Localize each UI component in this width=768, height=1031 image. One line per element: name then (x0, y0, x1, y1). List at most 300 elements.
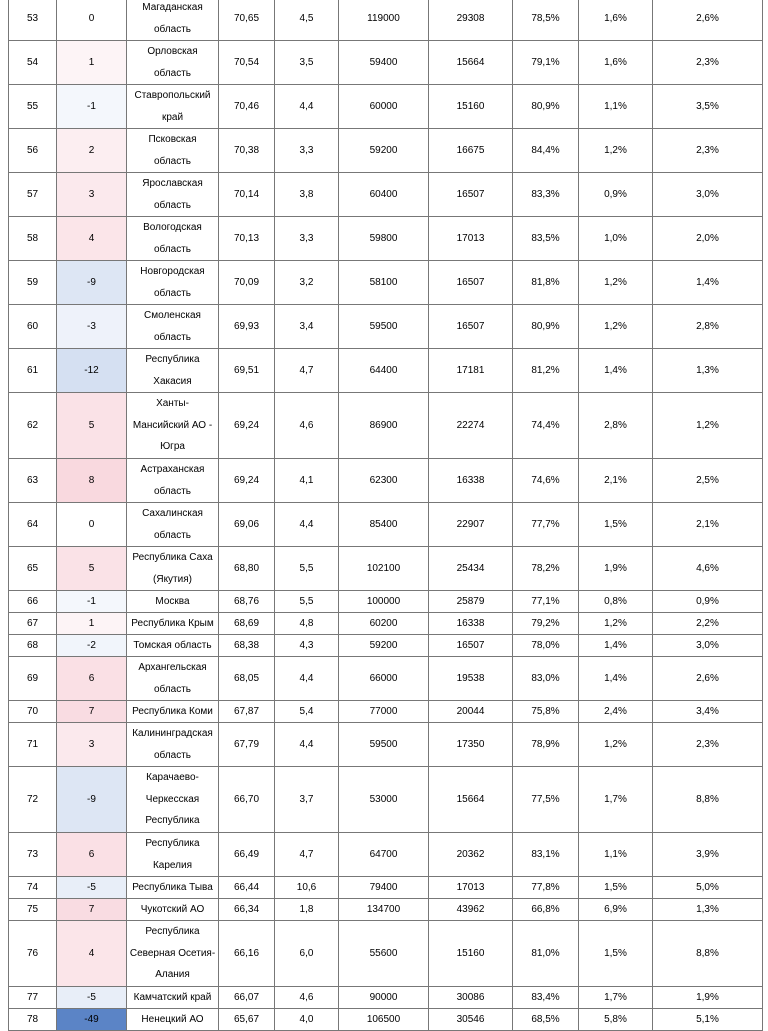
table-row (9, 393, 763, 459)
region-name-line: Сахалинская (142, 508, 203, 519)
score-cell: 66,16 (219, 921, 275, 987)
share-cell: 77,1% (513, 591, 579, 613)
income-cell: 64700 (339, 833, 429, 877)
score-cell: 69,06 (219, 503, 275, 547)
score-cell: 69,51 (219, 349, 275, 393)
share-cell: 81,0% (513, 921, 579, 987)
rank-cell: 65 (9, 547, 57, 591)
region-name-line: Псковская (148, 134, 197, 145)
indicator-cell: 3,4 (275, 305, 339, 349)
region-name-line: Камчатский край (133, 991, 212, 1003)
table-row (9, 723, 763, 767)
table-row (9, 877, 763, 899)
table-row (9, 899, 763, 921)
growth-cell: 3,0% (653, 635, 763, 657)
income-cell: 59500 (339, 723, 429, 767)
table-row (9, 591, 763, 613)
region-name-line: (Якутия) (153, 573, 192, 585)
rate-cell: 1,1% (579, 85, 653, 129)
share-cell: 83,4% (513, 987, 579, 1009)
rate-cell: 1,5% (579, 503, 653, 547)
income-cell: 60200 (339, 613, 429, 635)
rate-cell: 1,4% (579, 349, 653, 393)
region-cell (127, 1009, 219, 1031)
rate-cell: 1,1% (579, 833, 653, 877)
region-cell (127, 921, 219, 987)
table-row (9, 613, 763, 635)
rank-change-cell: -3 (57, 305, 127, 349)
table-row (9, 85, 763, 129)
score-cell: 70,09 (219, 261, 275, 305)
rate-cell: 1,6% (579, 41, 653, 85)
region-name-line: Республика Тыва (132, 881, 213, 893)
rank-cell: 60 (9, 305, 57, 349)
income-cell: 90000 (339, 987, 429, 1009)
table-row (9, 1009, 763, 1031)
indicator-cell: 4,6 (275, 987, 339, 1009)
growth-cell: 0,9% (653, 591, 763, 613)
region-name-line: Республика (145, 926, 200, 938)
table-row (9, 547, 763, 591)
growth-cell: 4,6% (653, 547, 763, 591)
rank-cell: 75 (9, 899, 57, 921)
region-cell (127, 767, 219, 833)
indicator-cell: 4,7 (275, 833, 339, 877)
table-row (9, 261, 763, 305)
rate-cell: 1,0% (579, 217, 653, 261)
rate-cell: 1,2% (579, 613, 653, 635)
rank-cell: 73 (9, 833, 57, 877)
table-row (9, 0, 763, 41)
region-name-line: Томская область (133, 639, 212, 651)
rank-change-cell: 0 (57, 0, 127, 41)
share-cell: 78,2% (513, 547, 579, 591)
rank-change-cell: 7 (57, 701, 127, 723)
income-cell: 62300 (339, 459, 429, 503)
indicator-cell: 4,5 (275, 0, 339, 41)
rate-cell: 2,4% (579, 701, 653, 723)
rank-change-cell: -9 (57, 767, 127, 833)
score-cell: 66,44 (219, 877, 275, 899)
region-name-line: область (153, 155, 192, 167)
region-name-line: Мансийский АО - (132, 419, 213, 431)
table-row (9, 217, 763, 261)
cost-cell: 16338 (429, 459, 513, 503)
rank-cell: 72 (9, 767, 57, 833)
region-name-line: область (153, 683, 192, 695)
score-cell: 70,54 (219, 41, 275, 85)
region-name-line: область (153, 529, 192, 541)
growth-cell: 1,3% (653, 899, 763, 921)
indicator-cell: 4,0 (275, 1009, 339, 1031)
score-cell: 67,87 (219, 701, 275, 723)
cost-cell: 20362 (429, 833, 513, 877)
table-body (9, 0, 763, 1031)
score-cell: 69,93 (219, 305, 275, 349)
table-row (9, 349, 763, 393)
income-cell: 85400 (339, 503, 429, 547)
growth-cell: 2,8% (653, 305, 763, 349)
income-cell: 79400 (339, 877, 429, 899)
table-row (9, 305, 763, 349)
cost-cell: 43962 (429, 899, 513, 921)
region-cell (127, 613, 219, 635)
indicator-cell: 4,1 (275, 459, 339, 503)
cost-cell: 20044 (429, 701, 513, 723)
rank-cell: 66 (9, 591, 57, 613)
table-row (9, 129, 763, 173)
rank-cell: 55 (9, 85, 57, 129)
cost-cell: 16507 (429, 173, 513, 217)
region-name-line: Новгородская (140, 266, 205, 277)
cost-cell: 16338 (429, 613, 513, 635)
region-name-line: область (153, 749, 192, 761)
growth-cell: 3,9% (653, 833, 763, 877)
cost-cell: 25434 (429, 547, 513, 591)
score-cell: 66,49 (219, 833, 275, 877)
region-name-line: Ненецкий АО (141, 1013, 204, 1025)
indicator-cell: 5,5 (275, 591, 339, 613)
region-name-line: Калининградская (132, 728, 213, 739)
table-row (9, 987, 763, 1009)
region-name-line: Астраханская (140, 464, 205, 475)
rank-change-cell: -9 (57, 261, 127, 305)
rate-cell: 1,5% (579, 921, 653, 987)
rank-cell: 74 (9, 877, 57, 899)
region-cell (127, 723, 219, 767)
score-cell: 70,38 (219, 129, 275, 173)
growth-cell: 1,9% (653, 987, 763, 1009)
share-cell: 78,5% (513, 0, 579, 41)
rank-change-cell: 4 (57, 921, 127, 987)
income-cell: 60000 (339, 85, 429, 129)
cost-cell: 29308 (429, 0, 513, 41)
region-name-line: Алания (155, 969, 190, 981)
region-cell (127, 129, 219, 173)
growth-cell: 2,3% (653, 41, 763, 85)
share-cell: 66,8% (513, 899, 579, 921)
indicator-cell: 3,3 (275, 217, 339, 261)
income-cell: 66000 (339, 657, 429, 701)
growth-cell: 3,0% (653, 173, 763, 217)
rank-change-cell: 8 (57, 459, 127, 503)
rate-cell: 1,2% (579, 129, 653, 173)
region-cell (127, 833, 219, 877)
region-cell (127, 41, 219, 85)
score-cell: 66,34 (219, 899, 275, 921)
cost-cell: 16507 (429, 261, 513, 305)
rank-cell: 78 (9, 1009, 57, 1031)
rate-cell: 1,5% (579, 877, 653, 899)
region-name-line: Вологодская (143, 222, 202, 233)
income-cell: 64400 (339, 349, 429, 393)
indicator-cell: 6,0 (275, 921, 339, 987)
cost-cell: 15664 (429, 41, 513, 85)
table-row (9, 503, 763, 547)
rank-change-cell: 3 (57, 723, 127, 767)
share-cell: 74,6% (513, 459, 579, 503)
cost-cell: 17350 (429, 723, 513, 767)
cost-cell: 15664 (429, 767, 513, 833)
share-cell: 83,3% (513, 173, 579, 217)
rate-cell: 0,9% (579, 173, 653, 217)
table-row (9, 701, 763, 723)
rank-change-cell: 2 (57, 129, 127, 173)
rate-cell: 1,9% (579, 547, 653, 591)
rank-cell: 67 (9, 613, 57, 635)
table-row (9, 635, 763, 657)
share-cell: 68,5% (513, 1009, 579, 1031)
region-cell (127, 503, 219, 547)
region-cell (127, 899, 219, 921)
income-cell: 58100 (339, 261, 429, 305)
rank-change-cell: 0 (57, 503, 127, 547)
cost-cell: 30546 (429, 1009, 513, 1031)
indicator-cell: 4,3 (275, 635, 339, 657)
score-cell: 70,46 (219, 85, 275, 129)
income-cell: 53000 (339, 767, 429, 833)
growth-cell: 2,1% (653, 503, 763, 547)
rank-cell: 54 (9, 41, 57, 85)
region-name-line: Республика (145, 838, 200, 849)
score-cell: 66,70 (219, 767, 275, 833)
rank-change-cell: -2 (57, 635, 127, 657)
region-name-line: область (153, 199, 192, 211)
region-cell (127, 217, 219, 261)
score-cell: 69,24 (219, 459, 275, 503)
region-cell (127, 547, 219, 591)
region-name-line: Северная Осетия- (129, 947, 216, 959)
region-name-line: Карелия (152, 859, 192, 871)
income-cell: 59800 (339, 217, 429, 261)
region-name-line: Смоленская (144, 310, 201, 321)
rank-cell: 71 (9, 723, 57, 767)
indicator-cell: 4,4 (275, 723, 339, 767)
rank-cell: 56 (9, 129, 57, 173)
share-cell: 83,5% (513, 217, 579, 261)
region-name-line: Орловская (147, 46, 198, 57)
growth-cell: 5,0% (653, 877, 763, 899)
cost-cell: 16507 (429, 635, 513, 657)
share-cell: 81,8% (513, 261, 579, 305)
rank-change-cell: 6 (57, 657, 127, 701)
indicator-cell: 4,8 (275, 613, 339, 635)
region-name-line: область (153, 331, 192, 343)
share-cell: 77,8% (513, 877, 579, 899)
growth-cell: 2,3% (653, 129, 763, 173)
share-cell: 83,1% (513, 833, 579, 877)
rank-cell: 70 (9, 701, 57, 723)
region-name-line: Республика (145, 354, 200, 365)
score-cell: 70,13 (219, 217, 275, 261)
growth-cell: 5,1% (653, 1009, 763, 1031)
score-cell: 68,38 (219, 635, 275, 657)
growth-cell: 1,4% (653, 261, 763, 305)
rate-cell: 1,4% (579, 635, 653, 657)
rank-cell: 76 (9, 921, 57, 987)
rank-change-cell: -5 (57, 877, 127, 899)
income-cell: 86900 (339, 393, 429, 459)
table-row (9, 657, 763, 701)
rank-change-cell: -1 (57, 591, 127, 613)
region-cell (127, 173, 219, 217)
growth-cell: 2,6% (653, 657, 763, 701)
rate-cell: 6,9% (579, 899, 653, 921)
growth-cell: 8,8% (653, 767, 763, 833)
rate-cell: 1,2% (579, 261, 653, 305)
income-cell: 106500 (339, 1009, 429, 1031)
score-cell: 70,65 (219, 0, 275, 41)
growth-cell: 1,2% (653, 393, 763, 459)
cost-cell: 16507 (429, 305, 513, 349)
indicator-cell: 4,4 (275, 503, 339, 547)
region-cell (127, 349, 219, 393)
score-cell: 68,05 (219, 657, 275, 701)
share-cell: 80,9% (513, 305, 579, 349)
cost-cell: 15160 (429, 85, 513, 129)
growth-cell: 2,0% (653, 217, 763, 261)
rank-change-cell: 4 (57, 217, 127, 261)
table-row (9, 833, 763, 877)
rate-cell: 2,1% (579, 459, 653, 503)
rate-cell: 5,8% (579, 1009, 653, 1031)
region-name-line: область (153, 287, 192, 299)
rank-cell: 61 (9, 349, 57, 393)
rank-cell: 63 (9, 459, 57, 503)
income-cell: 59200 (339, 129, 429, 173)
indicator-cell: 3,8 (275, 173, 339, 217)
score-cell: 66,07 (219, 987, 275, 1009)
rank-cell: 64 (9, 503, 57, 547)
table-row (9, 767, 763, 833)
rank-change-cell: -1 (57, 85, 127, 129)
region-name-line: Ставропольский (134, 90, 211, 101)
rank-cell: 68 (9, 635, 57, 657)
region-cell (127, 701, 219, 723)
region-cell (127, 393, 219, 459)
region-name-line: область (153, 67, 192, 79)
rank-change-cell: 1 (57, 41, 127, 85)
region-name-line: Республика Саха (132, 552, 213, 563)
table-row (9, 41, 763, 85)
share-cell: 84,4% (513, 129, 579, 173)
rank-cell: 62 (9, 393, 57, 459)
share-cell: 78,0% (513, 635, 579, 657)
income-cell: 59500 (339, 305, 429, 349)
growth-cell: 2,6% (653, 0, 763, 41)
region-cell (127, 459, 219, 503)
score-cell: 67,79 (219, 723, 275, 767)
region-cell (127, 591, 219, 613)
region-cell (127, 85, 219, 129)
share-cell: 80,9% (513, 85, 579, 129)
score-cell: 70,14 (219, 173, 275, 217)
rank-change-cell: 5 (57, 393, 127, 459)
share-cell: 78,9% (513, 723, 579, 767)
region-name-line: Республика (145, 815, 200, 827)
growth-cell: 8,8% (653, 921, 763, 987)
income-cell: 55600 (339, 921, 429, 987)
indicator-cell: 3,2 (275, 261, 339, 305)
score-cell: 68,76 (219, 591, 275, 613)
regions-table (8, 0, 763, 1031)
income-cell: 134700 (339, 899, 429, 921)
region-cell (127, 635, 219, 657)
share-cell: 81,2% (513, 349, 579, 393)
rank-cell: 59 (9, 261, 57, 305)
growth-cell: 1,3% (653, 349, 763, 393)
table-row (9, 921, 763, 987)
share-cell: 74,4% (513, 393, 579, 459)
cost-cell: 25879 (429, 591, 513, 613)
rate-cell: 1,6% (579, 0, 653, 41)
region-cell (127, 305, 219, 349)
rank-change-cell: -49 (57, 1009, 127, 1031)
income-cell: 59200 (339, 635, 429, 657)
rate-cell: 1,2% (579, 305, 653, 349)
indicator-cell: 4,4 (275, 657, 339, 701)
rank-change-cell: 7 (57, 899, 127, 921)
cost-cell: 17013 (429, 217, 513, 261)
region-cell (127, 987, 219, 1009)
region-name-line: Ярославская (142, 178, 203, 189)
growth-cell: 3,5% (653, 85, 763, 129)
indicator-cell: 4,4 (275, 85, 339, 129)
rank-change-cell: -5 (57, 987, 127, 1009)
rate-cell: 1,7% (579, 767, 653, 833)
region-name-line: Республика Крым (131, 617, 214, 629)
region-name-line: Ханты- (156, 398, 189, 410)
region-name-line: Хакасия (153, 375, 192, 387)
cost-cell: 22274 (429, 393, 513, 459)
table-row (9, 459, 763, 503)
rank-change-cell: 6 (57, 833, 127, 877)
rank-cell: 57 (9, 173, 57, 217)
rate-cell: 2,8% (579, 393, 653, 459)
income-cell: 60400 (339, 173, 429, 217)
cost-cell: 30086 (429, 987, 513, 1009)
growth-cell: 2,2% (653, 613, 763, 635)
rate-cell: 1,2% (579, 723, 653, 767)
region-name-line: область (153, 23, 192, 35)
rank-cell: 77 (9, 987, 57, 1009)
rank-cell: 58 (9, 217, 57, 261)
table-row (9, 173, 763, 217)
indicator-cell: 10,6 (275, 877, 339, 899)
region-name-line: область (153, 485, 192, 497)
income-cell: 100000 (339, 591, 429, 613)
share-cell: 77,5% (513, 767, 579, 833)
share-cell: 79,1% (513, 41, 579, 85)
region-cell (127, 261, 219, 305)
rank-change-cell: 1 (57, 613, 127, 635)
income-cell: 77000 (339, 701, 429, 723)
rank-cell: 53 (9, 0, 57, 41)
region-name-line: Республика Коми (132, 705, 213, 717)
income-cell: 119000 (339, 0, 429, 41)
region-cell (127, 657, 219, 701)
score-cell: 65,67 (219, 1009, 275, 1031)
indicator-cell: 3,5 (275, 41, 339, 85)
rank-change-cell: 5 (57, 547, 127, 591)
cost-cell: 19538 (429, 657, 513, 701)
region-name-line: край (161, 111, 184, 123)
cost-cell: 16675 (429, 129, 513, 173)
income-cell: 59400 (339, 41, 429, 85)
indicator-cell: 4,6 (275, 393, 339, 459)
region-name-line: Карачаево- (146, 772, 199, 784)
share-cell: 75,8% (513, 701, 579, 723)
